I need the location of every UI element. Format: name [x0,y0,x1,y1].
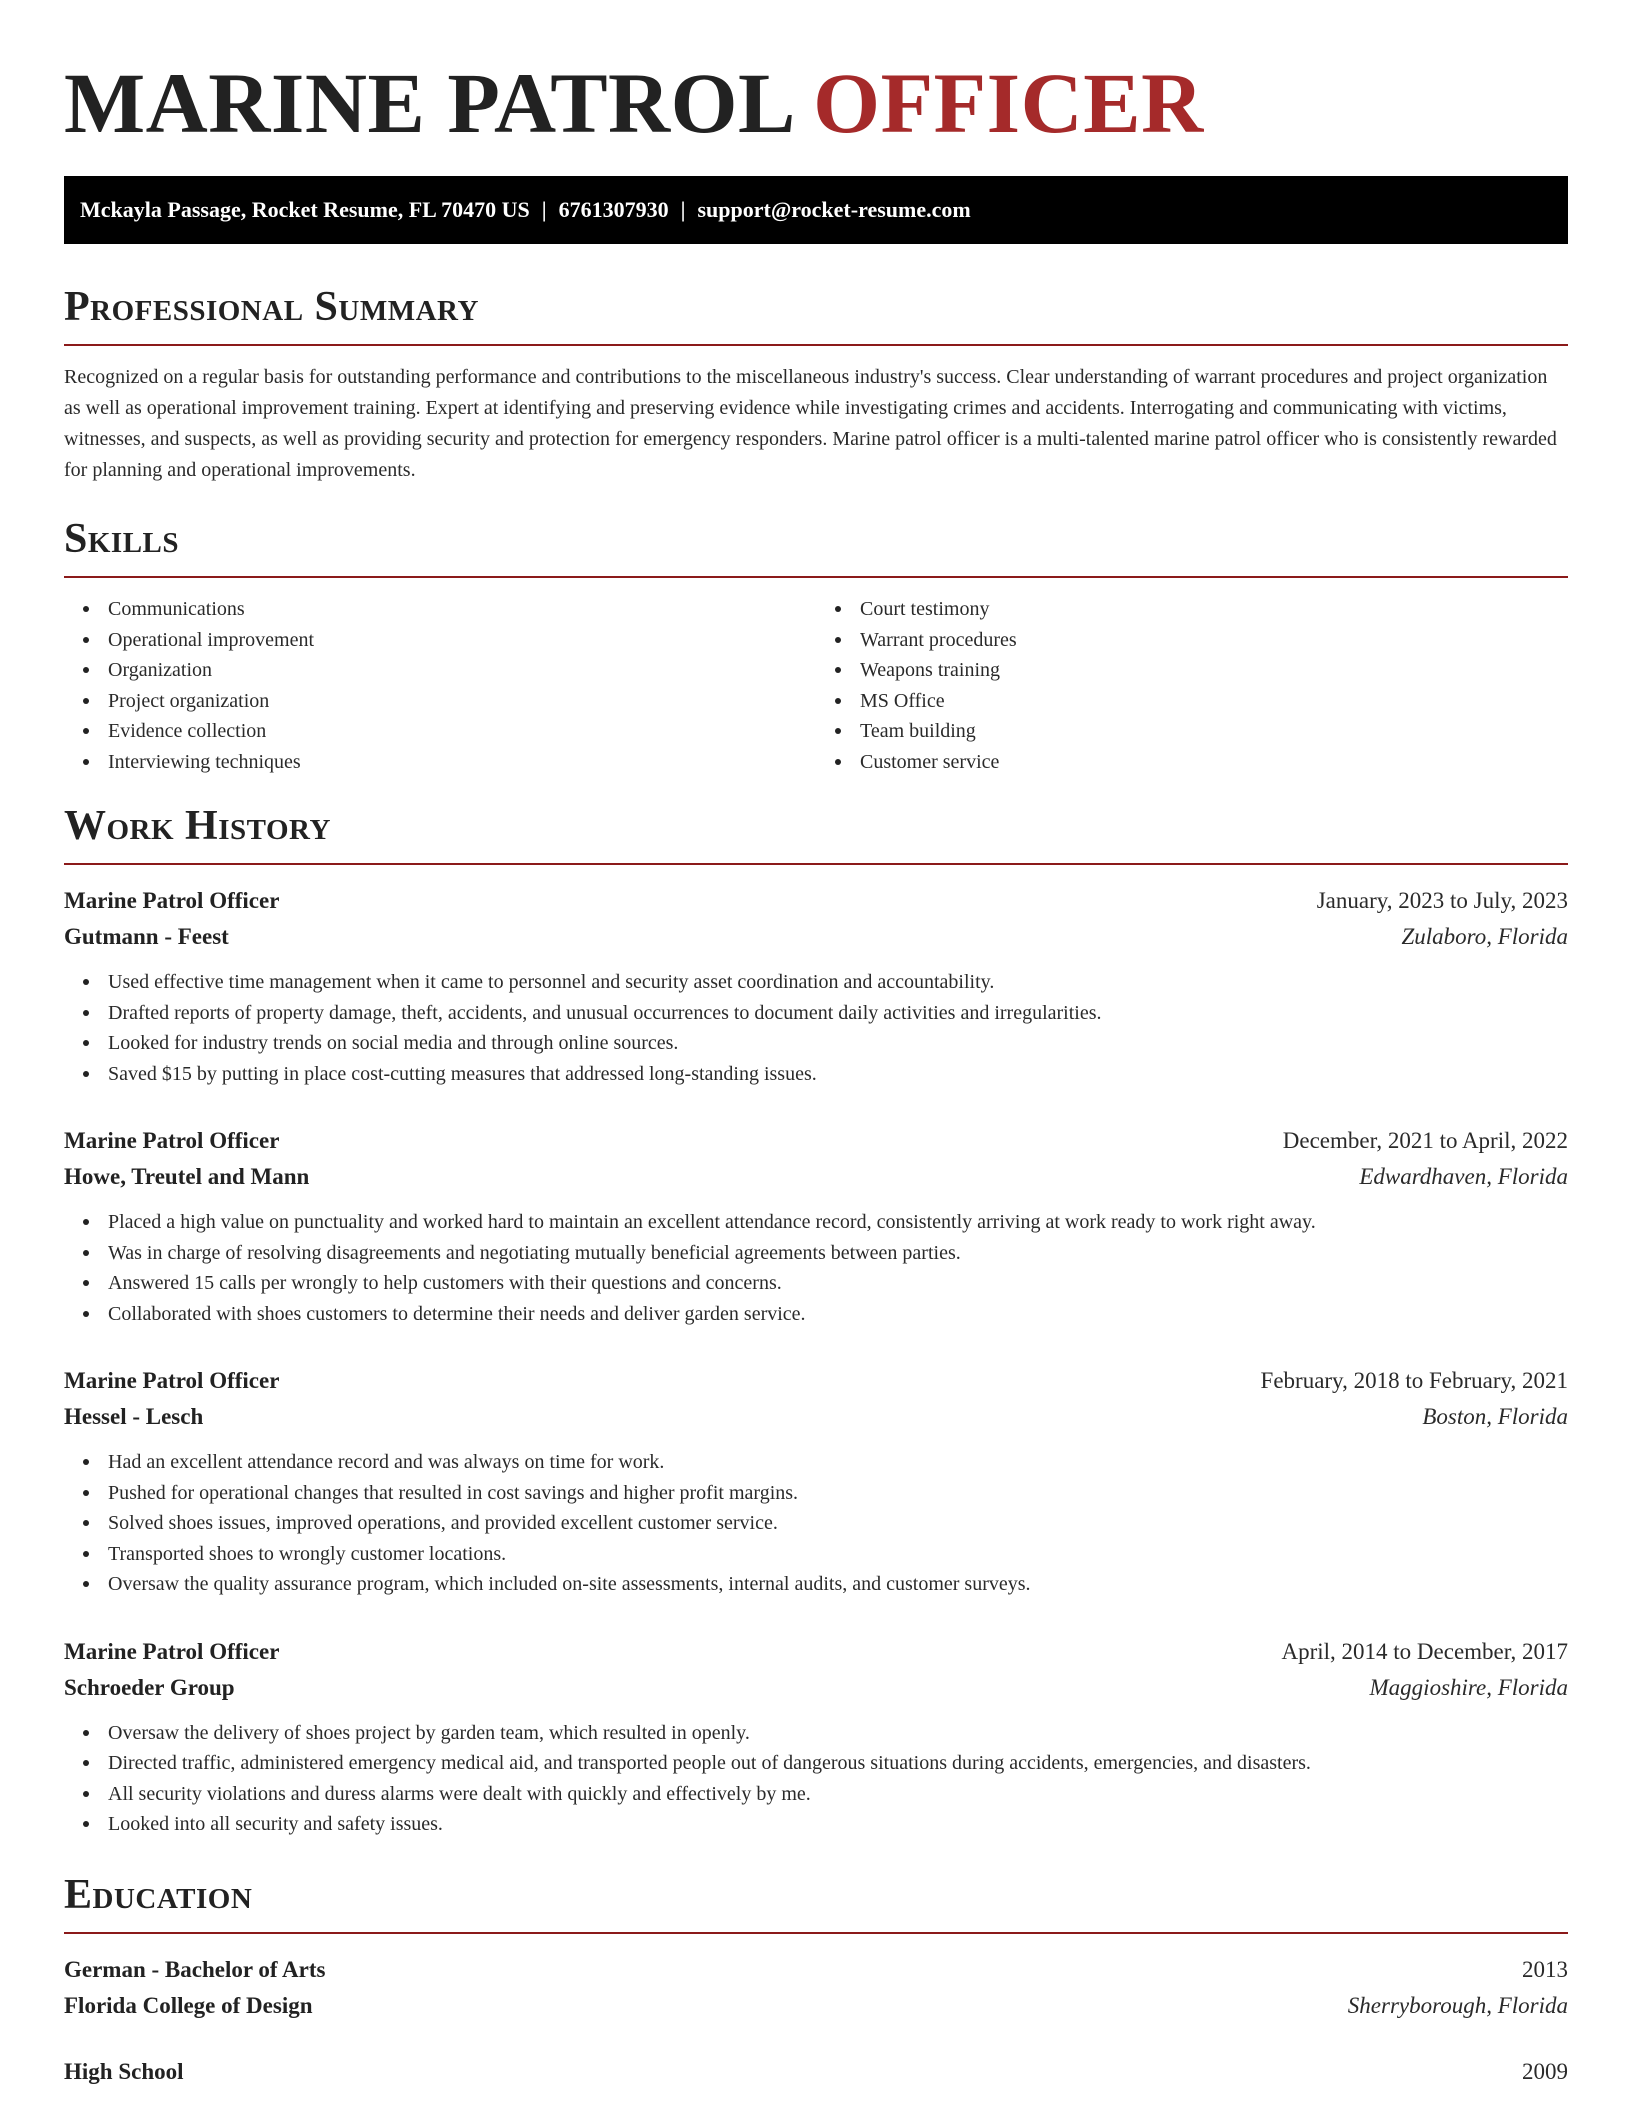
job-title: Marine Patrol Officer [64,1128,280,1153]
job-bullet: Solved shoes issues, improved operations, and provided excellent customer service. [108,1508,1568,1539]
professional-summary-section [64,282,1568,486]
section-heading-work: Work History [64,801,1568,865]
job-title: Marine Patrol Officer [64,1368,280,1393]
section-heading-skills: Skills [64,514,1568,578]
job-bullets [64,1718,1568,1840]
skill-item: Weapons training [860,655,1568,686]
job-bullets [64,1447,1568,1600]
skill-item: Customer service [860,747,1568,778]
skill-item: Team building [860,716,1568,747]
job-bullets [64,1207,1568,1329]
job-company: Howe, Treutel and Mann [64,1164,310,1189]
contact-address: Mckayla Passage, Rocket Resume, FL 70470 US [80,197,530,222]
skills-column-left [64,594,816,777]
summary-text: Recognized on a regular basis for outstanding performance and contributions to the miscellaneous industry's success. Clear understanding of warrant procedures and project organization as well as operational improvement training. Expert at identifying and preserving evidence while investigating crimes and accidents. Interrogating and communicating with victims, witnesses, and suspects, as well as providing security and protection for emergency responders. Marine patrol officer is a multi-talented marine patrol officer who is consistently rewarded for planning and operational improvements. [64,366,1557,481]
job-bullet: Collaborated with shoes customers to determine their needs and deliver garden service. [108,1299,1568,1330]
job-company: Hessel - Lesch [64,1404,204,1429]
contact-separator: | [680,197,686,222]
title-name-part: MARINE PATROL [64,55,814,151]
section-heading-summary: Professional Summary [64,282,1568,346]
job-bullets [64,967,1568,1089]
skills-grid [64,594,1568,777]
job-title: Marine Patrol Officer [64,1638,280,1664]
job-location: Zulaboro, Florida [1401,924,1568,949]
job-bullet: All security violations and duress alarms were dealt with quickly and effectively by me. [108,1779,1568,1810]
education-school-row [64,1988,1568,2024]
job-bullet: Transported shoes to wrongly customer locations. [108,1539,1568,1570]
skill-item: Evidence collection [108,716,816,747]
job-entry [64,1634,1568,1840]
job-bullet: Saved $15 by putting in place cost-cutting measures that addressed long-standing issues. [108,1059,1568,1090]
job-title-row [64,883,1568,919]
job-bullet: Had an excellent attendance record and was always on time for work. [108,1447,1568,1478]
education-degree-row [64,2054,1568,2090]
skill-item: Operational improvement [108,625,816,656]
skill-item: Interviewing techniques [108,747,816,778]
job-entry [64,1123,1568,1329]
job-bullet: Pushed for operational changes that resulted in cost savings and higher profit margins. [108,1478,1568,1509]
education-year: 2009 [1522,2058,1568,2084]
education-entry [64,1952,1568,2024]
job-company-row [64,1670,1568,1706]
skill-item: Organization [108,655,816,686]
job-bullet: Drafted reports of property damage, theft, accidents, and unusual occurrences to document daily activities and irregularities. [108,998,1568,1029]
job-dates: January, 2023 to July, 2023 [1316,888,1568,913]
skill-item: Warrant procedures [860,625,1568,656]
job-title-row [64,1123,1568,1159]
job-bullet: Oversaw the delivery of shoes project by garden team, which resulted in openly. [108,1718,1568,1749]
skill-item: Communications [108,594,816,625]
job-dates: February, 2018 to February, 2021 [1260,1368,1568,1393]
job-company: Schroeder Group [64,1674,235,1700]
job-location: Maggioshire, Florida [1369,1674,1568,1700]
job-title: Marine Patrol Officer [64,888,280,913]
contact-bar [64,176,1568,244]
education-section [64,1870,1568,2090]
education-degree-row [64,1952,1568,1988]
job-bullet: Placed a high value on punctuality and worked hard to maintain an excellent attendance record, consistently arriving at work ready to work right away. [108,1207,1568,1238]
education-degree: German - Bachelor of Arts [64,1956,326,1982]
education-degree: High School [64,2058,184,2084]
contact-email[interactable]: support@rocket-resume.com [697,197,971,222]
job-bullet: Answered 15 calls per wrongly to help customers with their questions and concerns. [108,1268,1568,1299]
skills-column-right [816,594,1568,777]
job-bullet: Looked into all security and safety issues. [108,1809,1568,1840]
section-heading-education: Education [64,1870,1568,1934]
skill-item: Project organization [108,686,816,717]
job-company-row [64,1159,1568,1195]
job-dates: December, 2021 to April, 2022 [1282,1128,1568,1153]
job-location: Boston, Florida [1422,1404,1568,1429]
job-company: Gutmann - Feest [64,924,229,949]
job-entry [64,1363,1568,1600]
job-entry [64,883,1568,1089]
job-company-row [64,1399,1568,1435]
job-dates: April, 2014 to December, 2017 [1281,1638,1568,1664]
job-title-row [64,1634,1568,1670]
skills-section [64,514,1568,777]
title-role-part: OFFICER [813,55,1204,151]
education-location: Sherryborough, Florida [1347,1992,1568,2018]
job-bullet: Oversaw the quality assurance program, which included on-site assessments, internal audits, and customer surveys. [108,1569,1568,1600]
education-school: Florida College of Design [64,1992,313,2018]
job-title-row [64,1363,1568,1399]
job-location: Edwardhaven, Florida [1359,1164,1568,1189]
contact-separator: | [541,197,547,222]
job-company-row [64,919,1568,955]
job-bullet: Directed traffic, administered emergency medical aid, and transported people out of dangerous situations during accidents, emergencies, and disasters. [108,1748,1568,1779]
contact-phone[interactable]: 6761307930 [558,197,669,222]
resume-title [64,0,1568,150]
job-bullet: Looked for industry trends on social media and through online sources. [108,1028,1568,1059]
resume-page [64,0,1568,2090]
job-bullet: Used effective time management when it came to personnel and security asset coordination and accountability. [108,967,1568,998]
education-entry [64,2054,1568,2090]
skill-item: MS Office [860,686,1568,717]
education-year: 2013 [1522,1956,1568,1982]
job-bullet: Was in charge of resolving disagreements and negotiating mutually beneficial agreements between parties. [108,1238,1568,1269]
work-history-section [64,801,1568,1840]
skill-item: Court testimony [860,594,1568,625]
